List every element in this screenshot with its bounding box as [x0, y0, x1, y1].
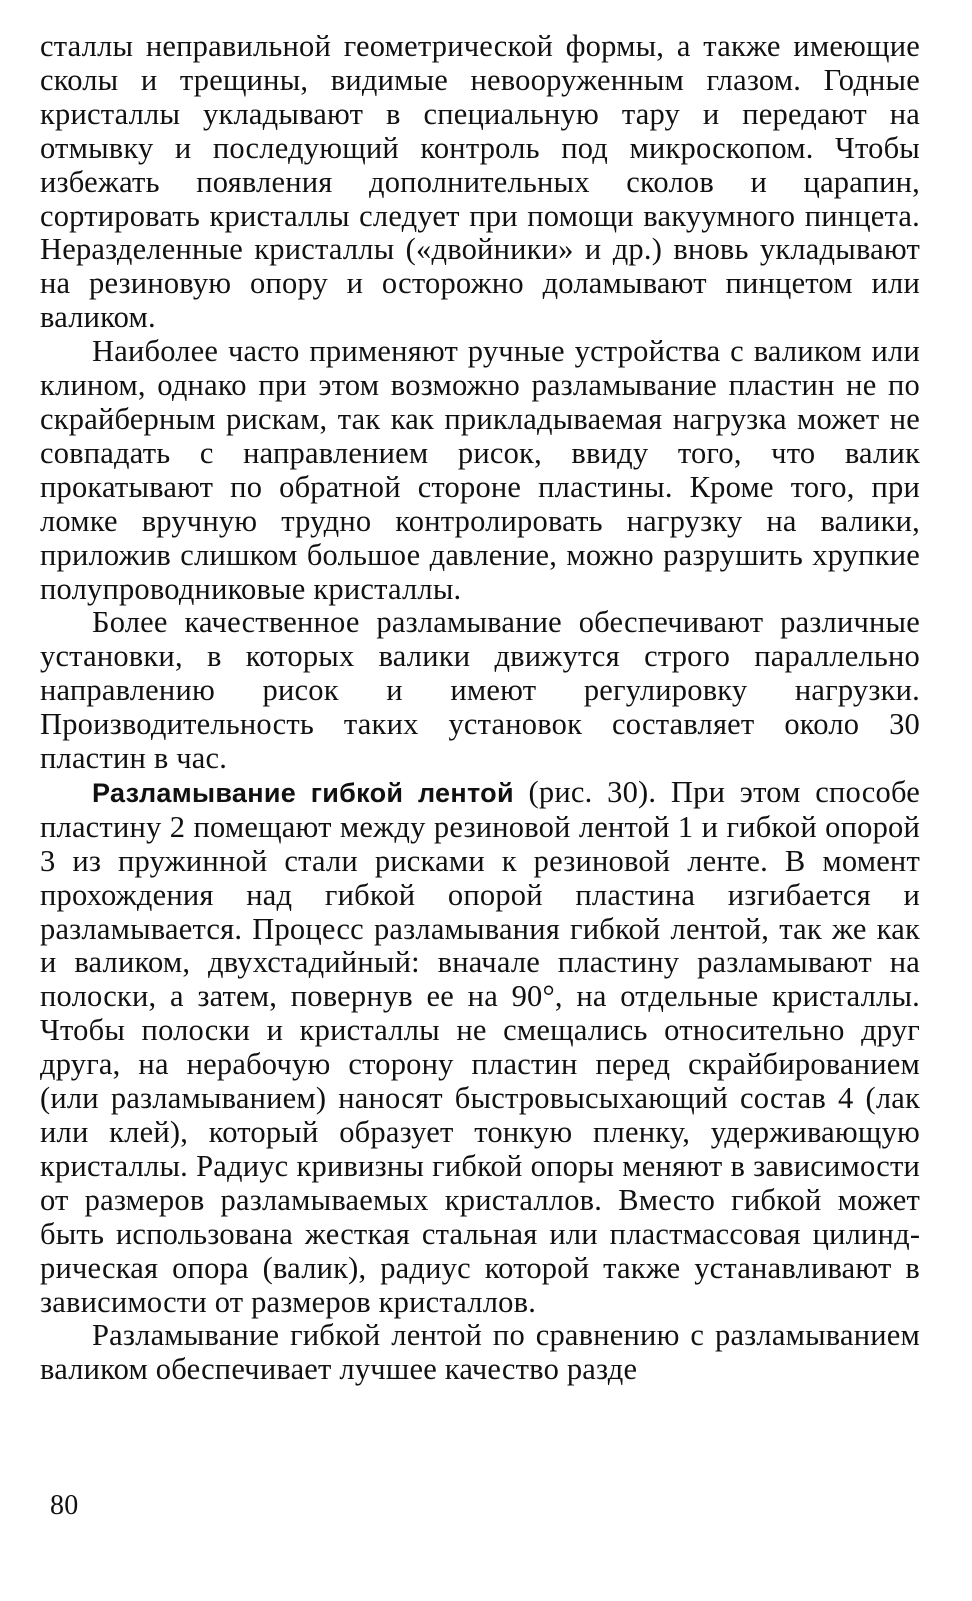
- paragraph-1: сталлы неправильной геометрической формы, а также имеющие сколы и трещины, видимые невооруженным глазом. Годные кристаллы укладывают в специальную тару и передают на отмывку и последующий контроль под микроскопом. Чтобы избежать появления дополнительных сколов и царапин, сортировать кристаллы следует при помощи вакуумного пинцета. Неразделенные кристаллы («двойники» и др.) вновь укладывают на резиновую опору и осторожно доламывают пинцетом или валиком.: [40, 29, 920, 335]
- paragraph-2: Наиболее часто применяют ручные устройства с валиком или клином, однако при этом возможно разламывание пластин не по скрайберным рискам, так как прикладываемая нагрузка может не совпадать с направлением рисок, ввиду того, что валик прокатывают по обратной стороне пластины. Кроме того, при ломке вручную трудно контролировать нагрузку на валики, приложив слишком большое давление, можно разрушить хрупкие полупроводниковые кристаллы.: [40, 334, 920, 606]
- paragraph-5: Разламывание гибкой лентой по сравнению с разламыванием валиком обеспечивает лучшее качество разде: [40, 1318, 920, 1387]
- paragraph-3: Более качественное разламывание обеспечивают различные установки, в которых валики движутся строго параллельно направлению рисок и имеют регулировку нагрузки. Производительность таких установок составляет около 30 пластин в час.: [40, 605, 920, 776]
- runin-heading: Разламывание гибкой лентой: [92, 777, 514, 808]
- paragraph-4-body: (рис. 30). При этом способе пластину 2 помещают между резиновой лентой 1 и гибкой опорой 3 из пружинной стали рисками к резиновой ленте. В момент прохождения над гибкой опорой пластина изгибается и разламывается. Процесс разламывания гибкой лентой, так же как и валиком, двухстадийный: вначале пластину разламывают на полоски, а затем, повернув ее на 90°, на отдельные кристаллы. Чтобы полоски и кристаллы не смещались относительно друг друга, на нерабочую сторону пластин перед скрайбированием (или разламыванием) наносят быстровысыхающий состав 4 (лак или клей), который образует тонкую пленку, удерживающую кристаллы. Радиус кривизны гибкой опоры меняют в зависимости от размеров разламываемых кристаллов. Вместо гибкой может быть использована жесткая стальная или пластмассовая цилиндрическая опора (валик), радиус которой также устанавливают в зависимости от размеров кристаллов.: [40, 774, 921, 1319]
- page-number: 80: [50, 1490, 79, 1521]
- paragraph-4: [40, 776, 920, 1320]
